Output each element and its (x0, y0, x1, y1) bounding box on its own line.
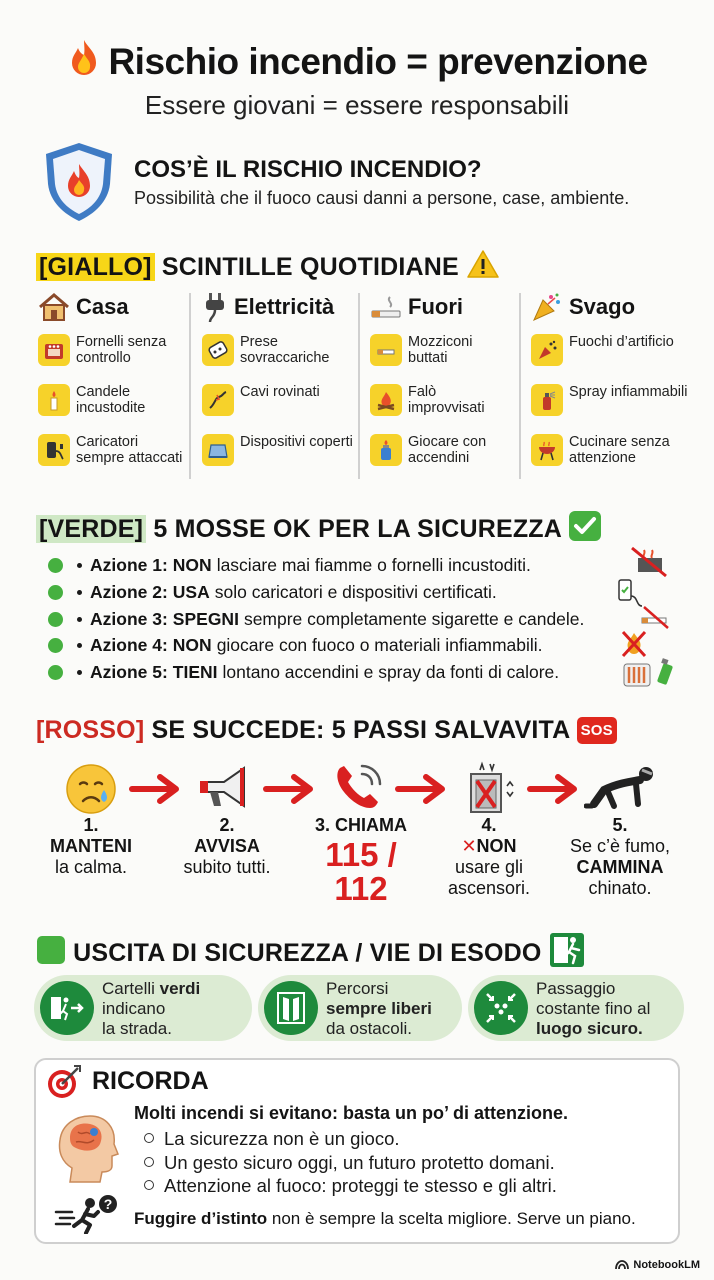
list-item: Azione 1: NON lasciare mai fiamme o fornelli incustoditi. (48, 553, 531, 577)
plug-icon (202, 291, 228, 323)
list-item: Prese sovraccariche (202, 334, 357, 374)
step-3: 3. CHIAMA 115 / 112 (302, 815, 420, 906)
brand-label: NotebookLM (615, 1259, 700, 1271)
charger-icon (38, 434, 70, 466)
list-item: Un gesto sicuro oggi, un futuro protetto domani. (144, 1152, 555, 1174)
green-section-title: [VERDE] 5 MOSSE OK PER LA SICUREZZA (36, 510, 602, 544)
column-elettricita (202, 290, 357, 480)
power-strip-icon (202, 334, 234, 366)
house-icon (38, 292, 70, 322)
page-title: Rischio incendio = prevenzione (0, 38, 714, 87)
warning-icon (466, 249, 500, 279)
lighter-icon (370, 434, 402, 466)
no-fire-icon (620, 629, 648, 659)
party-popper-icon (531, 292, 563, 322)
brain-head-icon (54, 1112, 120, 1184)
list-item: Giocare con accendini (370, 434, 515, 474)
column-divider (519, 293, 521, 479)
sad-face-icon (64, 762, 118, 816)
elevator-icon (466, 760, 516, 816)
cross-icon: ✕ (461, 836, 477, 856)
sos-badge: SOS (577, 717, 617, 744)
crawling-person-icon (584, 764, 660, 812)
remember-footer: Fuggire d’istinto non è sempre la scelta migliore. Serve un piano. (134, 1209, 636, 1228)
risk-definition: Possibilità che il fuoco causi danni a persone, case, ambiente. (134, 188, 630, 208)
risk-question: COS’È IL RISCHIO INCENDIO? (134, 156, 482, 183)
step-4: 4. ✕NON usare gli ascensori. (447, 815, 531, 898)
column-divider (358, 293, 360, 479)
cigarette-butt-icon (370, 334, 402, 366)
list-item: Azione 5: TIENI lontano accendini e spray da fonti di calore. (48, 660, 559, 684)
assembly-point-icon (474, 981, 528, 1035)
arrow-right-icon (394, 772, 448, 806)
column-casa (38, 290, 188, 480)
list-item: Mozziconi buttati (370, 334, 515, 374)
check-mark-icon (568, 510, 602, 542)
step-1: 1. MANTENI la calma. (50, 815, 132, 877)
exit-card-paths: Percorsi sempre liberi da ostacoli. (258, 975, 462, 1041)
arrow-right-icon (128, 772, 182, 806)
shield-fire-icon (42, 140, 116, 224)
list-item: Fornelli senza controllo (38, 334, 188, 374)
green-tag: [VERDE] (36, 515, 146, 543)
remember-title: RICORDA (92, 1067, 209, 1095)
remember-lead: Molti incendi si evitano: basta un po’ di attenzione. (134, 1103, 569, 1123)
notebooklm-logo-icon (615, 1260, 629, 1270)
damaged-cable-icon (202, 384, 234, 416)
step-5: 5. Se c’è fumo, CAMMINA chinato. (569, 815, 671, 898)
list-item: Azione 3: SPEGNI sempre completamente sigarette e candele. (48, 607, 584, 631)
list-item: Falò improvvisati (370, 384, 515, 424)
no-smoking-icon (640, 604, 672, 630)
emergency-number: 112 (334, 870, 388, 907)
campfire-icon (370, 384, 402, 416)
yellow-section-title: [GIALLO] SCINTILLE QUOTIDIANE (36, 249, 500, 282)
red-section-title: [ROSSO] SE SUCCEDE: 5 PASSI SALVAVITA SOS (36, 716, 617, 745)
list-item: Azione 4: NON giocare con fuoco o materiali infiammabili. (48, 633, 543, 657)
column-heading: Casa (76, 294, 129, 319)
list-item: Cucinare senza attenzione (531, 434, 691, 474)
megaphone-icon (196, 762, 256, 816)
red-tag: [ROSSO] (36, 716, 145, 744)
exit-card-assembly: Passaggio costante fino al luogo sicuro. (468, 975, 684, 1041)
no-stove-icon (628, 546, 670, 578)
list-item: Cavi rovinati (202, 384, 357, 424)
exit-arrow-icon (40, 981, 94, 1035)
column-divider (189, 293, 191, 479)
fire-icon (66, 38, 102, 87)
list-item: La sicurezza non è un gioco. (144, 1128, 400, 1150)
green-square-icon (36, 935, 66, 965)
list-item: Candele incustodite (38, 384, 188, 424)
list-item: Dispositivi coperti (202, 434, 357, 474)
column-heading: Svago (569, 294, 636, 319)
heater-spray-icon (622, 656, 676, 688)
spray-can-icon (531, 384, 563, 416)
target-icon (46, 1064, 82, 1100)
covered-device-icon (202, 434, 234, 466)
emergency-number: 115 / (325, 836, 397, 873)
step-2: 2. AVVISA subito tutti. (183, 815, 271, 877)
phone-ringing-icon (330, 760, 388, 816)
stove-icon (38, 334, 70, 366)
running-person-icon (52, 1194, 122, 1234)
list-item: Fuochi d’artificio (531, 334, 691, 374)
column-svago (531, 290, 691, 480)
candle-icon (38, 384, 70, 416)
exit-sign-icon (549, 932, 585, 968)
fireworks-icon (531, 334, 563, 366)
list-item: Spray infiammabili (531, 384, 691, 424)
column-heading: Elettricità (234, 294, 335, 319)
list-item: Attenzione al fuoco: proteggi te stesso e gli altri. (144, 1175, 557, 1197)
yellow-tag: [GIALLO] (36, 253, 155, 281)
open-door-icon (264, 981, 318, 1035)
list-item: Azione 2: USA solo caricatori e dispositivi certificati. (48, 580, 497, 604)
svg-text:?: ? (103, 1196, 113, 1212)
arrow-right-icon (262, 772, 316, 806)
exit-card-signs: Cartelli verdi indicano la strada. (34, 975, 252, 1041)
column-heading: Fuori (408, 294, 463, 319)
exit-section-title: USCITA DI SICUREZZA / VIE DI ESODO (36, 932, 585, 968)
page-subtitle: Essere giovani = essere responsabili (144, 90, 570, 120)
arrow-right-icon (526, 772, 580, 806)
cigarette-icon (370, 293, 402, 321)
column-fuori (370, 290, 515, 480)
list-item: Caricatori sempre attaccati (38, 434, 188, 474)
grill-icon (531, 434, 563, 466)
